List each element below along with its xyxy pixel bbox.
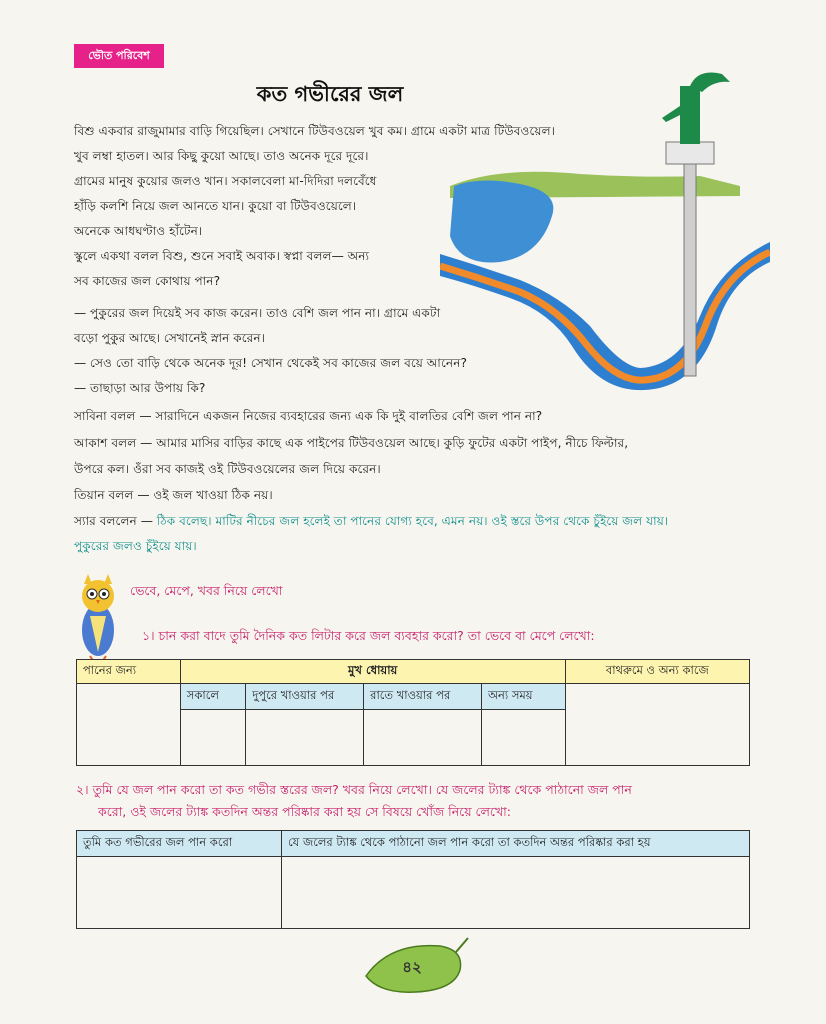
- teacher-prefix: স্যার বললেন —: [74, 514, 157, 528]
- question-2-line-2: করো, ওই জলের ট্যাঙ্ক কতদিন অন্তর পরিষ্কার করা হয় সে বিষয়ে খোঁজ নিয়ে লেখো:: [98, 804, 511, 819]
- header-depth: তুমি কত গভীরের জল পান করো: [77, 831, 282, 857]
- subheader-other: অন্য সময়: [482, 684, 566, 710]
- water-depth-table: [76, 830, 750, 929]
- story-line: তিয়ান বলল — ওই জল খাওয়া ঠিক নয়।: [74, 488, 273, 502]
- teacher-highlight: ঠিক বলেছ। মাটির নীচের জল হলেই তা পানের যোগ্য হবে, এমন নয়। ওই স্তরে উপর থেকে চুঁইয়ে জল যায়।: [156, 514, 669, 528]
- question-2-line-1: ২। তুমি যে জল পান করো তা কত গভীর স্তরের জল? খবর নিয়ে লেখো। যে জলের ট্যাঙ্ক থেকে পাঠানো জল পান: [76, 782, 632, 797]
- cell-morning[interactable]: [180, 710, 245, 766]
- story-line: খুব লম্বা হাতল। আর কিছু কুয়ো আছে। তাও অনেক দূরে দূরে।: [74, 149, 369, 163]
- story-line: গ্রামের মানুষ কুয়োর জলও খান। সকালবেলা মা-দিদিরা দলবেঁধে: [74, 174, 377, 188]
- cell-drinking[interactable]: [77, 684, 181, 766]
- story-line: অনেকে আধঘণ্টাও হাঁটেন।: [74, 224, 203, 238]
- header-tank: যে জলের ট্যাঙ্ক থেকে পাঠানো জল পান করো তা কতদিন অন্তর পরিষ্কার করা হয়: [282, 831, 750, 857]
- tubewell-illustration: [440, 66, 770, 402]
- owl-icon: [72, 572, 124, 664]
- story-line: আকাশ বলল — আমার মাসির বাড়ির কাছে এক পাইপের টিউবওয়েল আছে। কুড়ি ফুটের একটা পাইপ, নীচে ফিল্টার,: [74, 436, 629, 450]
- story-line: হাঁড়ি কলশি নিয়ে জল আনতে যান। কুয়ো বা টিউবওয়েলে।: [74, 199, 357, 213]
- header-bathroom: বাথরুমে ও অন্য কাজে: [565, 660, 749, 684]
- subheader-after-lunch: দুপুরে খাওয়ার পর: [246, 684, 364, 710]
- question-1: ১। চান করা বাদে তুমি দৈনিক কত লিটার করে জল ব্যবহার করো? তা ভেবে বা মেপে লেখো:: [142, 628, 595, 643]
- header-face-wash: মুখ ধোয়ায়: [180, 660, 565, 684]
- story-line: — সেও তো বাড়ি থেকে অনেক দূর! সেখান থেকেই সব কাজের জল বয়ে আনেন?: [74, 356, 467, 370]
- story-line: বড়ো পুকুর আছে। সেখানেই স্নান করেন।: [74, 331, 265, 345]
- story-line: — পুকুরের জল দিয়েই সব কাজ করেন। তাও বেশি জল পান না। গ্রামে একটা: [74, 306, 441, 320]
- page-number: ৪২: [402, 958, 422, 976]
- story-line: — তাছাড়া আর উপায় কি?: [74, 381, 206, 395]
- story-line: সাবিনা বলল — সারাদিনে একজন নিজের ব্যবহারের জন্য এক কি দুই বালতির বেশি জল পান না?: [74, 409, 543, 423]
- cell-after-dinner[interactable]: [364, 710, 482, 766]
- cell-other[interactable]: [482, 710, 566, 766]
- activity-prompt: ভেবে, মেপে, খবর নিয়ে লেখো: [130, 583, 283, 598]
- cell-after-lunch[interactable]: [246, 710, 364, 766]
- story-line: স্কুলে একথা বলল বিশু, শুনে সবাই অবাক। স্বপ্না বলল— অন্য: [74, 249, 370, 263]
- subheader-morning: সকালে: [180, 684, 245, 710]
- header-drinking: পানের জন্য: [77, 660, 181, 684]
- cell-tank[interactable]: [282, 857, 750, 929]
- water-usage-table: [76, 659, 750, 766]
- section-badge: ভৌত পরিবেশ: [74, 44, 164, 68]
- cell-depth[interactable]: [77, 857, 282, 929]
- story-line: সব কাজের জল কোথায় পান?: [74, 274, 221, 288]
- page-title: কত গভীরের জল: [256, 82, 404, 106]
- cell-bathroom[interactable]: [565, 684, 749, 766]
- teacher-line: [74, 510, 668, 532]
- subheader-after-dinner: রাতে খাওয়ার পর: [364, 684, 482, 710]
- story-line: উপরে কল। ওঁরা সব কাজই ওই টিউবওয়েলের জল দিয়ে করেন।: [74, 462, 381, 476]
- story-line: বিশু একবার রাজুমামার বাড়ি গিয়েছিল। সেখানে টিউবওয়েল খুব কম। গ্রামে একটা মাত্র টিউবওয়েল।: [74, 124, 556, 138]
- teacher-highlight-line2: পুকুরের জলও চুঁইয়ে যায়।: [74, 539, 197, 553]
